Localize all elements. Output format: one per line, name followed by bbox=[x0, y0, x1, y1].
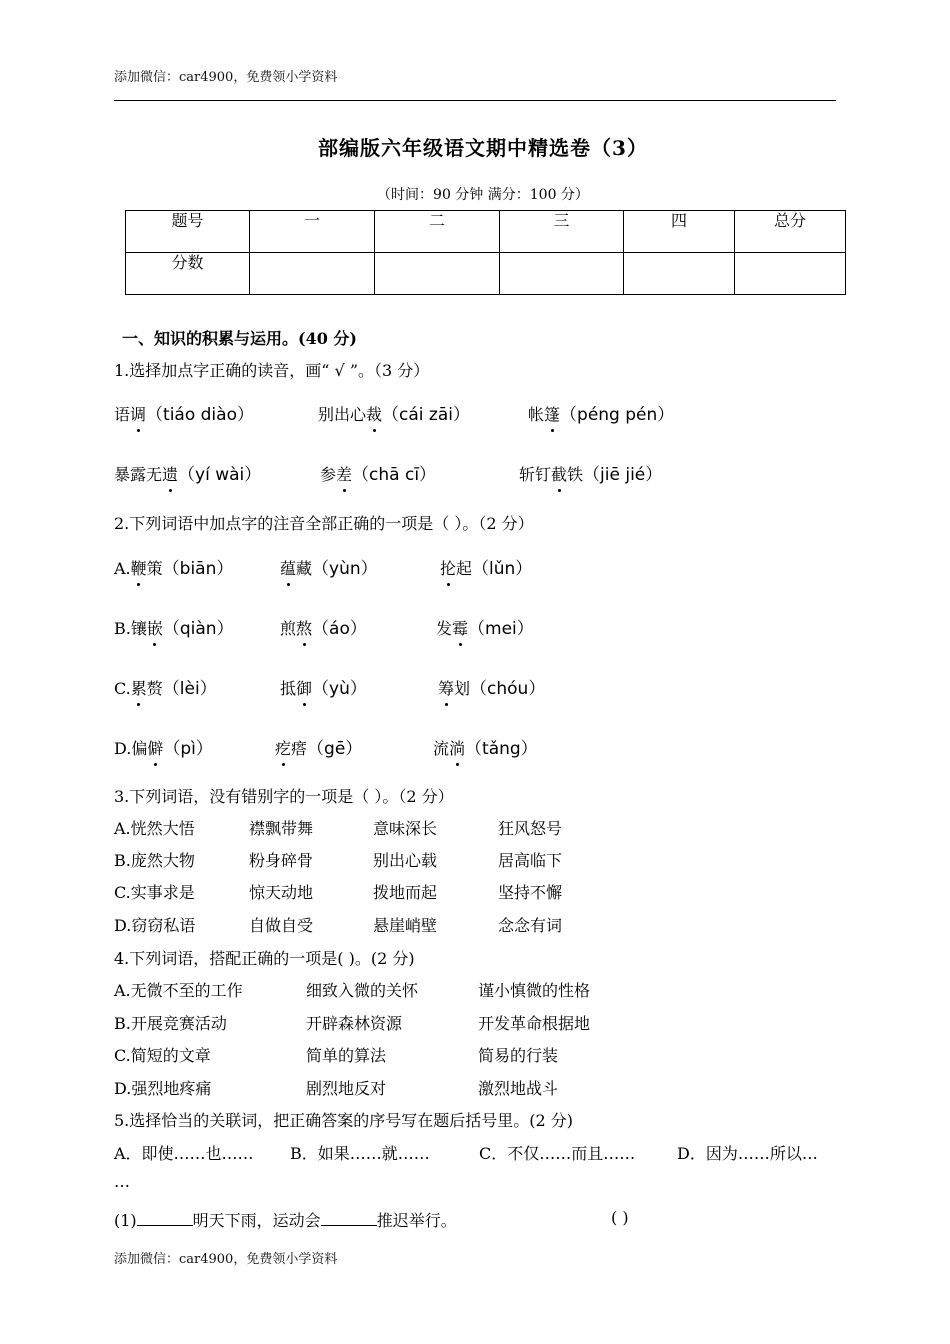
phrase-option: 谨小慎微的性格 bbox=[478, 981, 591, 1000]
pinyin-text: （yù） bbox=[312, 679, 367, 699]
word-text: C. bbox=[114, 679, 131, 698]
score-header-cell: 一 bbox=[250, 211, 375, 253]
pinyin-item bbox=[114, 554, 233, 579]
pinyin-text: （yí wài） bbox=[178, 465, 262, 485]
dotted-char: 遗 bbox=[162, 462, 178, 485]
word-text: 斩钉 bbox=[519, 465, 552, 484]
q1-stem: 1.选择加点字正确的读音，画“ √ ”。（3 分） bbox=[114, 361, 430, 380]
word-text: 帐 bbox=[528, 405, 545, 424]
word-option: 自做自受 bbox=[249, 916, 314, 935]
score-cell[interactable] bbox=[500, 253, 624, 295]
word-option: 襟飘带舞 bbox=[249, 819, 314, 838]
score-cell[interactable] bbox=[250, 253, 375, 295]
dotted-char: 霉 bbox=[452, 616, 468, 639]
pinyin-item bbox=[280, 554, 378, 579]
answer-parentheses[interactable]: ( ) bbox=[611, 1208, 629, 1227]
dotted-char: 筹 bbox=[438, 676, 454, 699]
q5-stem: 5.选择恰当的关联词，把正确答案的序号写在题后括号里。(2 分) bbox=[114, 1111, 574, 1130]
word-option: 居高临下 bbox=[498, 851, 563, 870]
score-header-cell: 总分 bbox=[735, 211, 846, 253]
word-option: 惊天动地 bbox=[249, 883, 314, 902]
q5-item-number: (1) bbox=[114, 1211, 137, 1230]
dotted-char: 调 bbox=[130, 402, 146, 425]
word-text: 抵 bbox=[280, 679, 297, 698]
pinyin-item bbox=[114, 734, 213, 759]
pinyin-text: （tǎng） bbox=[465, 739, 538, 759]
word-text: A. bbox=[114, 559, 131, 578]
header-rule bbox=[114, 100, 836, 101]
word-text: 发 bbox=[436, 619, 453, 638]
word-text: 煎 bbox=[280, 619, 297, 638]
answer-blank[interactable] bbox=[137, 1211, 193, 1226]
q5-choice: D．因为……所以… bbox=[677, 1144, 818, 1163]
word-text: 别出心 bbox=[318, 405, 367, 424]
phrase-option: 细致入微的关怀 bbox=[306, 981, 419, 1000]
word-text: 藏 bbox=[296, 559, 313, 578]
word-option: A.恍然大悟 bbox=[114, 819, 195, 838]
dotted-char: 御 bbox=[296, 676, 312, 699]
pinyin-item bbox=[114, 674, 217, 699]
pinyin-text: （qiàn） bbox=[162, 619, 234, 639]
q5-item-1 bbox=[114, 1208, 457, 1231]
score-header-cell: 三 bbox=[500, 211, 624, 253]
phrase-option: D.强烈地疼痛 bbox=[114, 1079, 212, 1098]
dotted-char: 蕴 bbox=[280, 556, 296, 579]
pinyin-item bbox=[436, 614, 534, 639]
pinyin-text: （péng pén） bbox=[560, 405, 675, 425]
word-option: 意味深长 bbox=[373, 819, 438, 838]
word-option: 悬崖峭壁 bbox=[373, 916, 438, 935]
pinyin-text: （áo） bbox=[312, 619, 367, 639]
word-text: 铁 bbox=[567, 465, 584, 484]
q5-item-text: 推迟举行。 bbox=[376, 1211, 457, 1230]
word-text: B.镶 bbox=[114, 619, 147, 638]
dotted-char: 淌 bbox=[449, 736, 465, 759]
word-option: 坚持不懈 bbox=[498, 883, 563, 902]
word-text: D.偏 bbox=[114, 739, 148, 758]
word-text: 暴露无 bbox=[114, 465, 163, 484]
pinyin-text: （mei） bbox=[468, 619, 534, 639]
score-header-cell: 四 bbox=[624, 211, 735, 253]
q5-choice: B．如果……就…… bbox=[290, 1144, 430, 1163]
dotted-char: 裁 bbox=[366, 402, 382, 425]
word-option: C.实事求是 bbox=[114, 883, 195, 902]
word-option: 别出心载 bbox=[373, 851, 438, 870]
phrase-option: A.无微不至的工作 bbox=[114, 981, 243, 1000]
score-cell[interactable] bbox=[375, 253, 500, 295]
phrase-option: C.简短的文章 bbox=[114, 1046, 211, 1065]
phrase-option: 开辟森林资源 bbox=[306, 1014, 403, 1033]
word-text: 瘩 bbox=[291, 739, 308, 758]
word-option: 粉身碎骨 bbox=[249, 851, 314, 870]
dotted-char: 嵌 bbox=[147, 616, 163, 639]
phrase-option: 激烈地战斗 bbox=[478, 1079, 559, 1098]
dotted-char: 篷 bbox=[544, 402, 560, 425]
dotted-char: 僻 bbox=[147, 736, 163, 759]
score-table-header-row bbox=[126, 211, 846, 253]
pinyin-item bbox=[440, 554, 532, 579]
q4-stem: 4.下列词语，搭配正确的一项是( )。(2 分) bbox=[114, 949, 415, 968]
pinyin-item bbox=[275, 734, 362, 759]
footer-note: 添加微信：car4900，免费领小学资料 bbox=[114, 1252, 338, 1267]
word-text: 起 bbox=[456, 559, 473, 578]
word-text: 赘 bbox=[146, 679, 163, 698]
pinyin-item bbox=[320, 460, 436, 485]
pinyin-text: （gē） bbox=[307, 739, 363, 759]
word-option: 狂风怒号 bbox=[498, 819, 563, 838]
pinyin-item bbox=[318, 400, 470, 425]
pinyin-item bbox=[114, 614, 234, 639]
pinyin-text: （chā cī） bbox=[352, 465, 437, 485]
score-table-value-row bbox=[126, 253, 846, 295]
header-note: 添加微信：car4900，免费领小学资料 bbox=[114, 70, 338, 85]
score-cell[interactable] bbox=[624, 253, 735, 295]
word-text: 参 bbox=[320, 465, 337, 484]
pinyin-text: （pì） bbox=[163, 739, 213, 759]
q5-choice-wrap: … bbox=[114, 1172, 130, 1191]
dotted-char: 截 bbox=[551, 462, 567, 485]
dotted-char: 差 bbox=[336, 462, 352, 485]
phrase-option: 剧烈地反对 bbox=[306, 1079, 387, 1098]
word-option: D.窃窃私语 bbox=[114, 916, 196, 935]
dotted-char: 鞭 bbox=[131, 556, 147, 579]
q5-choice: A．即使……也…… bbox=[114, 1144, 254, 1163]
phrase-option: 简单的算法 bbox=[306, 1046, 387, 1065]
phrase-option: B.开展竞赛活动 bbox=[114, 1014, 227, 1033]
section-heading: 一、知识的积累与运用。(40 分) bbox=[122, 329, 357, 348]
page-title: 部编版六年级语文期中精选卷（3） bbox=[318, 136, 648, 160]
phrase-option: 开发革命根据地 bbox=[478, 1014, 591, 1033]
pinyin-text: （tiáo diào） bbox=[146, 405, 254, 425]
score-table bbox=[125, 210, 846, 295]
dotted-char: 抡 bbox=[440, 556, 456, 579]
word-option: 念念有词 bbox=[498, 916, 563, 935]
dotted-char: 熬 bbox=[296, 616, 312, 639]
pinyin-item bbox=[280, 614, 367, 639]
word-text: 语 bbox=[114, 405, 131, 424]
word-text: 策 bbox=[146, 559, 163, 578]
pinyin-text: （lèi） bbox=[162, 679, 217, 699]
word-text: 划 bbox=[454, 679, 471, 698]
dotted-char: 累 bbox=[131, 676, 147, 699]
pinyin-item bbox=[438, 674, 545, 699]
score-header-cell: 二 bbox=[375, 211, 500, 253]
word-option: B.庞然大物 bbox=[114, 851, 195, 870]
pinyin-text: （jiē jié） bbox=[583, 465, 663, 485]
exam-info: （时间：90 分钟 满分：100 分） bbox=[377, 187, 589, 203]
word-option: 拨地而起 bbox=[373, 883, 438, 902]
pinyin-item bbox=[528, 400, 674, 425]
score-row-label: 分数 bbox=[126, 253, 250, 295]
q3-stem: 3.下列词语，没有错别字的一项是（ ）。（2 分） bbox=[114, 787, 454, 806]
answer-blank[interactable] bbox=[321, 1211, 377, 1226]
pinyin-item bbox=[114, 460, 261, 485]
pinyin-text: （chóu） bbox=[470, 679, 546, 699]
word-text: 流 bbox=[433, 739, 450, 758]
score-header-cell: 题号 bbox=[126, 211, 250, 253]
pinyin-text: （cái zāi） bbox=[382, 405, 470, 425]
pinyin-text: （biān） bbox=[162, 559, 234, 579]
q2-stem: 2.下列词语中加点字的注音全部正确的一项是（ ）。（2 分） bbox=[114, 514, 534, 533]
q5-item-text: 明天下雨，运动会 bbox=[192, 1211, 321, 1230]
pinyin-text: （yùn） bbox=[312, 559, 378, 579]
pinyin-item bbox=[280, 674, 367, 699]
score-cell[interactable] bbox=[735, 253, 846, 295]
dotted-char: 疙 bbox=[275, 736, 291, 759]
phrase-option: 简易的行装 bbox=[478, 1046, 559, 1065]
pinyin-text: （lǔn） bbox=[472, 559, 533, 579]
pinyin-item bbox=[433, 734, 538, 759]
pinyin-item bbox=[114, 400, 254, 425]
q5-choice: C．不仅……而且…… bbox=[479, 1144, 636, 1163]
pinyin-item bbox=[519, 460, 662, 485]
